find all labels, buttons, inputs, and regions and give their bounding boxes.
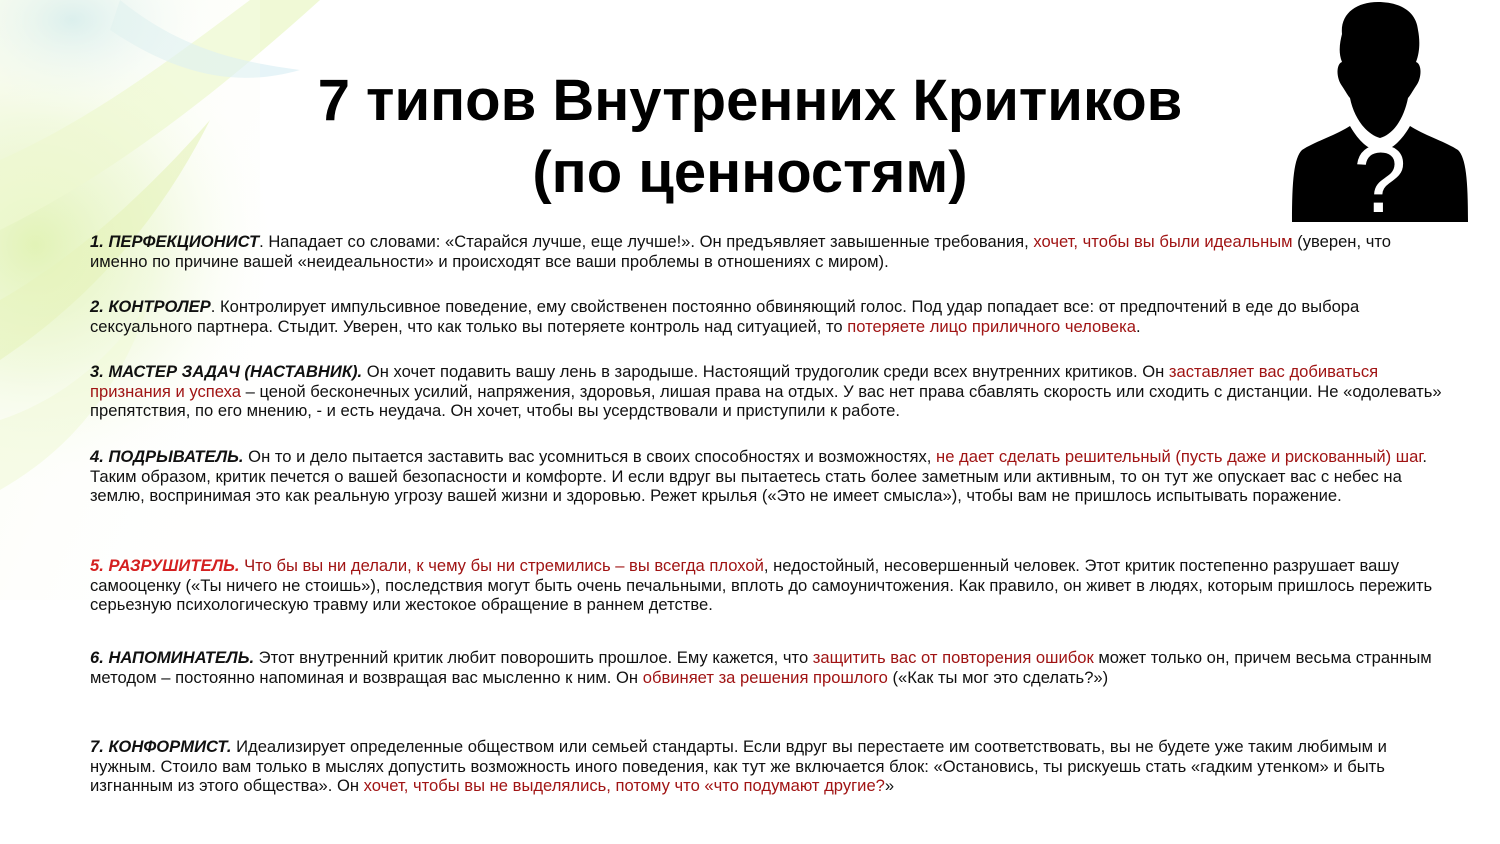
critic-text: . Контролирует импульсивное поведение, ему свойственен постоянно обвиняющий голос. Под удар попадает все: от предпочтений в еде до выбора сексуального партнера. Стыдит. Уверен, что как только вы потеряете контроль над ситуацией, то bbox=[90, 297, 1360, 336]
critic-text: » bbox=[884, 776, 895, 796]
critic-item-reminder bbox=[90, 648, 1442, 687]
person-question-icon bbox=[1290, 0, 1470, 222]
critic-highlight: потеряете лицо приличного человека bbox=[847, 316, 1136, 336]
critic-highlight: хочет, чтобы вы были идеальным bbox=[1033, 232, 1293, 251]
critic-text: . Таким образом, критик печется о вашей безопасности и комфорте. И если вдруг вы пытаетесь стать более заметным или активным, то он тут же опускает вас с небес на землю, воспринимая это как реальную угрозу вашей жизни и здоровью. Режет крылья («Это не имеет смысла»), чтобы вам не пришлось испытывать поражение. bbox=[90, 447, 1428, 506]
critic-item-controller bbox=[90, 297, 1442, 336]
critic-heading: 6. НАПОМИНАТЕЛЬ. bbox=[90, 648, 255, 667]
critic-heading: 1. ПЕРФЕКЦИОНИСТ bbox=[90, 232, 260, 251]
critic-text: может только он, причем весьма странным методом – постоянно напоминая и возвращая вас мысленно к ним. Он bbox=[90, 648, 1432, 687]
critic-text: – ценой бесконечных усилий, напряжения, здоровья, лишая права на отдых. У вас нет права сбавлять скорость или сходить с дистанции. Не «одолевать» препятствия, по его мнению, - и есть неудача. Он хочет, чтобы вы усердствовали и приступили к работе. bbox=[90, 381, 1442, 421]
critic-highlight: не дает сделать решительный (пусть даже и рискованный) шаг bbox=[936, 447, 1423, 466]
critic-text: . Нападает со словами: «Старайся лучше, еще лучше!». Он предъявляет завышенные требования, bbox=[259, 232, 1034, 251]
critic-text: Он хочет подавить вашу лень в зародыше. Настоящий трудоголик среди всех внутренних критиков. Он bbox=[362, 362, 1169, 381]
critic-item-perfectionist bbox=[90, 232, 1442, 271]
critic-highlight: хочет, чтобы вы не выделялись, потому что «что подумают другие? bbox=[363, 776, 885, 796]
critic-heading: 7. КОНФОРМИСТ. bbox=[90, 737, 232, 756]
critic-heading: 4. ПОДРЫВАТЕЛЬ. bbox=[90, 447, 244, 466]
critic-item-conformist bbox=[90, 737, 1442, 796]
critic-item-task-master bbox=[90, 362, 1442, 421]
critic-text: Этот внутренний критик любит поворошить прошлое. Ему кажется, что bbox=[254, 648, 813, 667]
critic-text: , недостойный, несовершенный человек. Этот критик постепенно разрушает вашу самооценку («Ты ничего не стоишь»), последствия могут быть очень печальными, вплоть до самоуничтожения. Как правило, он живет в людях, которым пришлось пережить серьезную психологическую травму или жестокое обращение в раннем детстве. bbox=[90, 556, 1433, 615]
critic-heading: 2. КОНТРОЛЕР bbox=[90, 297, 211, 316]
critic-item-destroyer bbox=[90, 556, 1442, 615]
title-line-1: 7 типов Внутренних Критиков bbox=[317, 67, 1183, 133]
critic-highlight: Что бы вы ни делали, к чему бы ни стремились – вы всегда плохой bbox=[244, 556, 764, 575]
critic-highlight: обвиняет за решения прошлого bbox=[642, 667, 888, 687]
critic-item-underminer bbox=[90, 447, 1442, 506]
critic-text: Он то и дело пытается заставить вас усомниться в своих способностях и возможностях, bbox=[243, 447, 937, 466]
avatar-question-mark: ? bbox=[1353, 126, 1407, 222]
title-line-2: (по ценностям) bbox=[532, 139, 968, 205]
critic-highlight: защитить вас от повторения ошибок bbox=[812, 648, 1094, 667]
critic-text: (уверен, что именно по причине вашей «неидеальности» и происходят все ваши проблемы в отношениях с миром). bbox=[90, 232, 1391, 271]
slide-title bbox=[200, 65, 1300, 209]
critic-highlight: заставляет вас добиваться признания и успеха bbox=[90, 362, 1379, 401]
critic-heading: 5. РАЗРУШИТЕЛЬ. bbox=[90, 556, 240, 575]
critic-text: . bbox=[1135, 316, 1141, 336]
critic-text: («Как ты мог это сделать?») bbox=[887, 667, 1109, 687]
critic-text: Идеализирует определенные обществом или семьей стандарты. Если вдруг вы перестаете им соответствовать, вы не будете уже таким любимым и нужным. Стоило вам только в мыслях допустить возможность иного поведения, как тут же включается блок: «Остановись, ты рискуешь стать «гадким утенком» и быть изгнанным из этого общества». Он bbox=[90, 737, 1387, 796]
critic-heading: 3. МАСТЕР ЗАДАЧ (НАСТАВНИК). bbox=[90, 362, 363, 381]
